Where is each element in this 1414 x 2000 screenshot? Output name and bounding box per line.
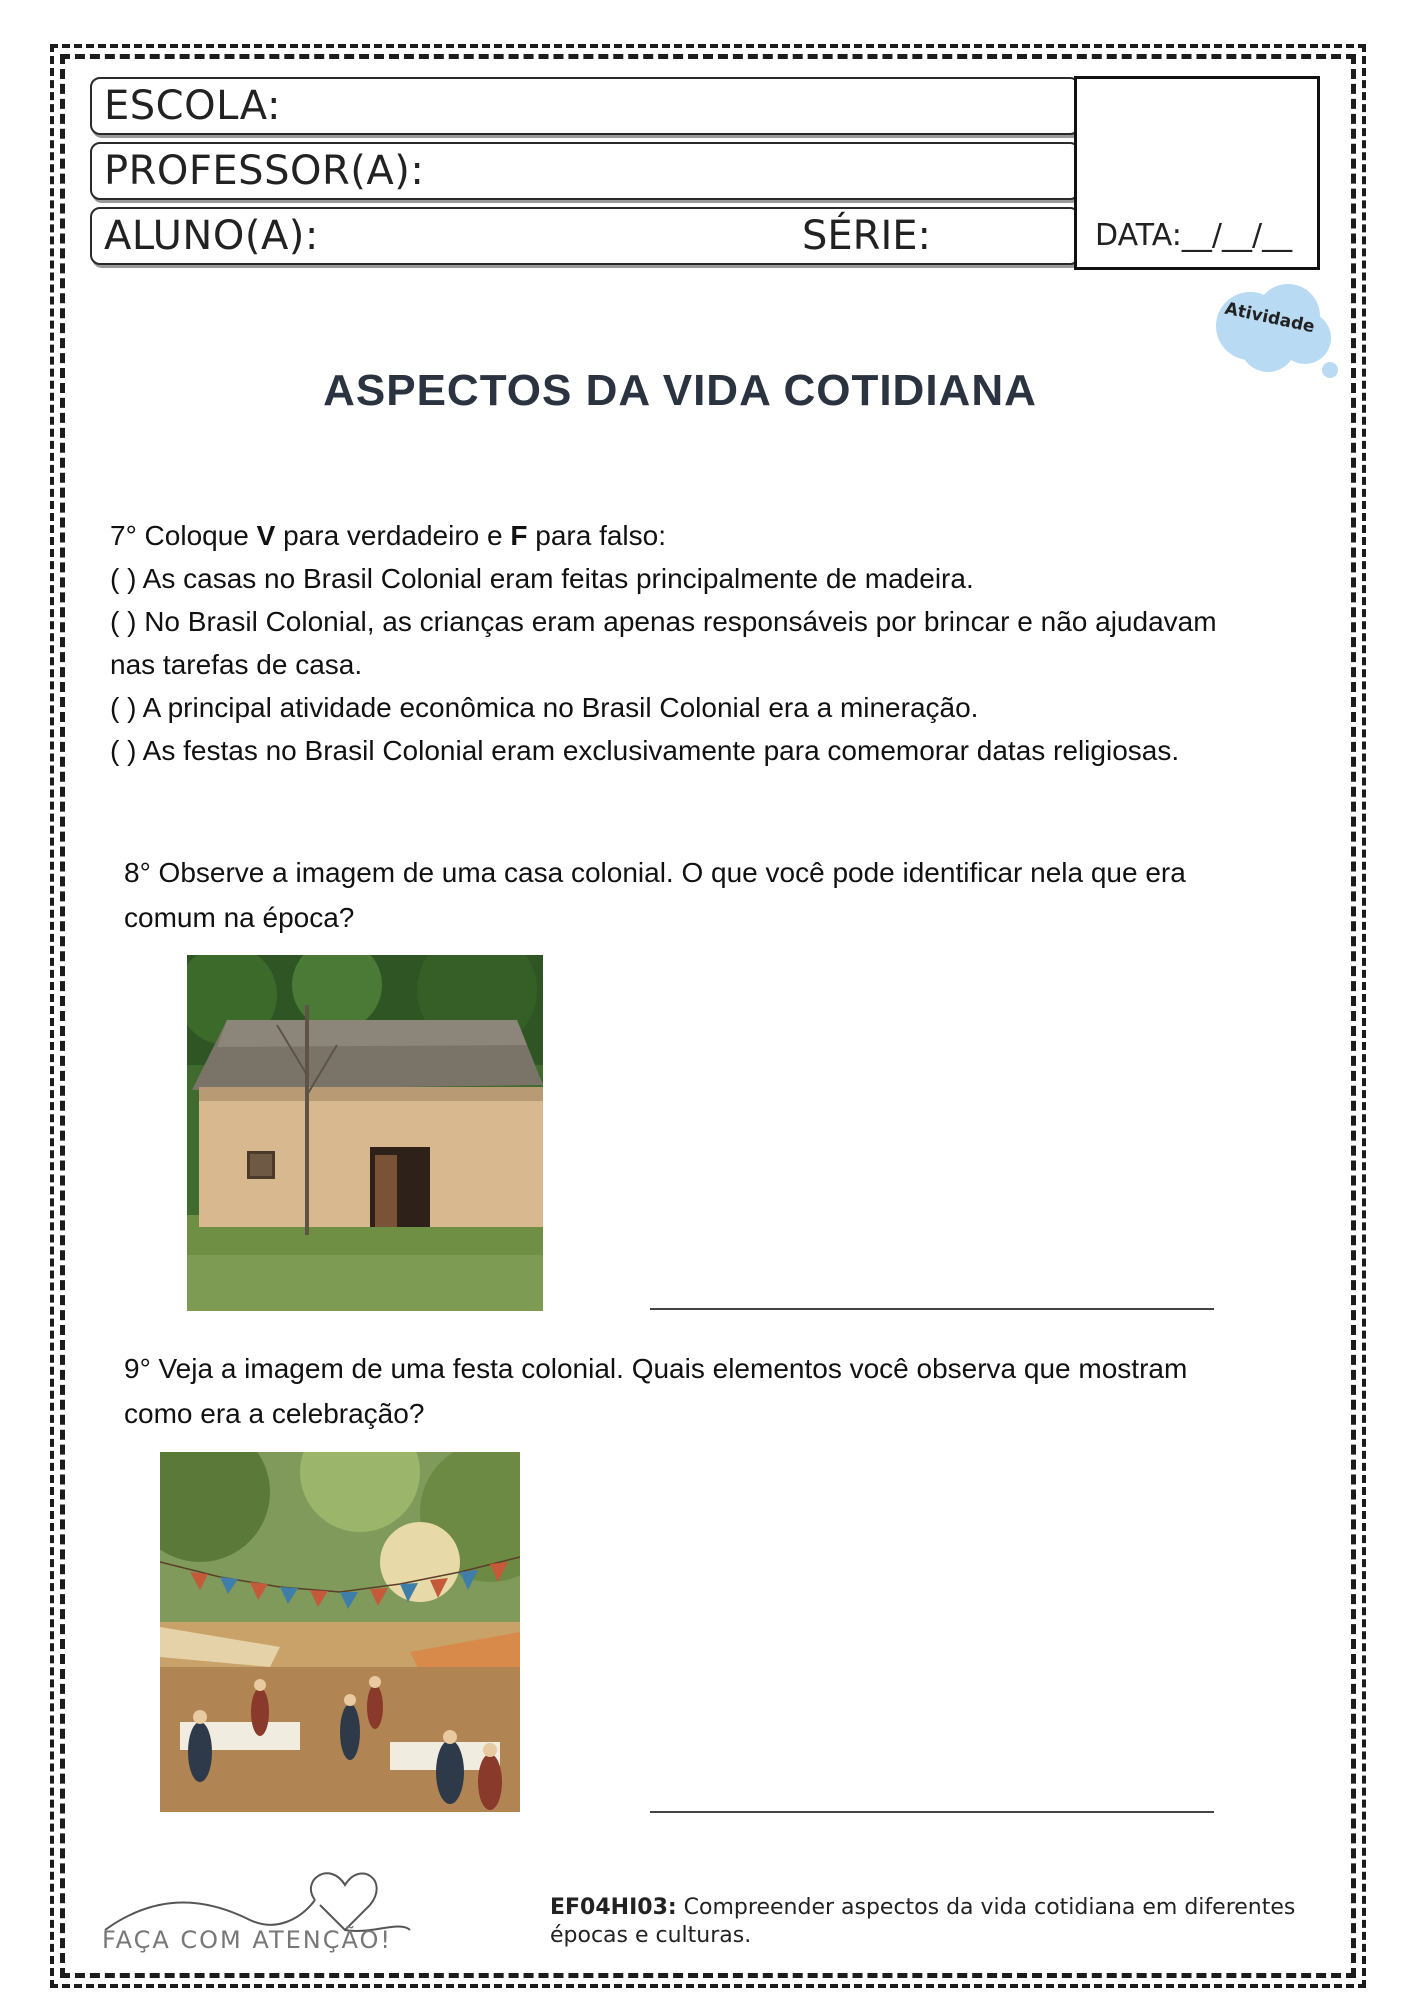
serie-label: SÉRIE: [802,213,932,259]
professor-field[interactable] [90,142,1080,200]
page-title: ASPECTOS DA VIDA COTIDIANA [323,366,1037,415]
colonial-house-image [187,955,543,1311]
question-8: 8° Observe a imagem de uma casa colonial. O que você pode identificar nela que era comum na época? [124,857,1186,933]
date-box[interactable] [1074,76,1320,270]
aluno-field[interactable] [90,207,1080,265]
true-false-item[interactable]: ( ) As casas no Brasil Colonial eram feitas principalmente de madeira. [110,563,974,594]
bncc-code: EF04HI03: [550,1895,677,1920]
logo-text: FAÇA COM ATENÇÃO! [102,1926,392,1954]
question-7-prompt: 7° Coloque V para verdadeiro e F para falso: [110,520,667,551]
activity-badge-text: Atividade [1222,298,1317,338]
bncc-description: Compreender aspectos da vida cotidiana em diferentes épocas e culturas. [550,1895,1296,1948]
true-false-item[interactable]: ( ) As festas no Brasil Colonial eram exclusivamente para comemorar datas religiosas. [110,735,1180,766]
professor-label: PROFESSOR(A): [104,148,425,194]
answer-line-8[interactable] [650,1308,1214,1310]
true-false-item[interactable]: ( ) A principal atividade econômica no Brasil Colonial era a mineração. [110,692,979,723]
answer-line-9[interactable] [650,1811,1214,1813]
aluno-label: ALUNO(A): [104,213,319,259]
escola-label: ESCOLA: [104,83,281,129]
date-label: DATA:__/__/__ [1095,218,1293,253]
bncc-skill [550,1894,1310,1950]
question-9: 9° Veja a imagem de uma festa colonial. Quais elementos você observa que mostram como era a celebração? [124,1353,1188,1429]
colonial-party-image [160,1452,520,1812]
escola-field[interactable] [90,77,1080,135]
true-false-item[interactable]: ( ) No Brasil Colonial, as crianças eram apenas responsáveis por brincar e não ajudavam nas tarefas de casa. [110,606,1217,680]
question-7 [110,514,1230,772]
